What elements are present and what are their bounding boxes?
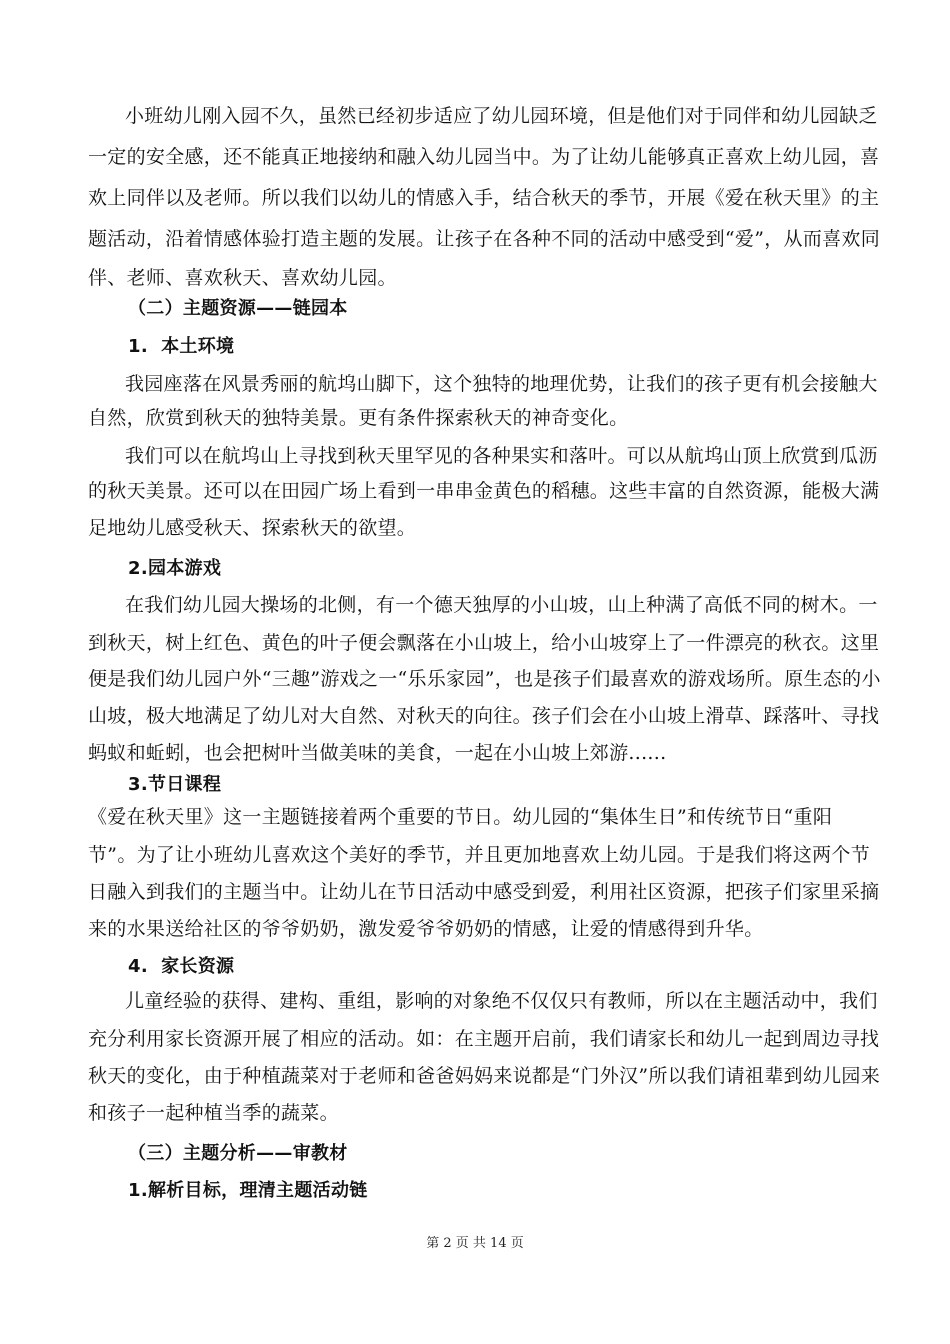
paragraph-line: 《爱在秋天里》这一主题链接着两个重要的节日。幼儿园的“集体生日”和传统节日“重阳 bbox=[88, 806, 833, 828]
paragraph-line: 一定的安全感，还不能真正地接纳和融入幼儿园当中。为了让幼儿能够真正喜欢上幼儿园，喜 bbox=[88, 146, 880, 168]
paragraph-line: 蚂蚁和蚯蚓，也会把树叶当做美味的美食，一起在小山坡上郊游...... bbox=[88, 742, 667, 764]
subsection-heading: 1.解析目标，理清主题活动链 bbox=[128, 1180, 368, 1201]
subsection-heading: 3.节日课程 bbox=[128, 774, 222, 795]
paragraph-line: 伴、老师、喜欢秋天、喜欢幼儿园。 bbox=[88, 267, 397, 289]
paragraph-line: 节”。为了让小班幼儿喜欢这个美好的季节，并且更加地喜欢上幼儿园。于是我们将这两个节 bbox=[88, 844, 871, 866]
paragraph-line: 便是我们幼儿园户外“三趣”游戏之一“乐乐家园”，也是孩子们最喜欢的游戏场所。原生态的小 bbox=[88, 668, 881, 690]
subsection-heading: 2.园本游戏 bbox=[128, 558, 222, 579]
paragraph-line: 欢上同伴以及老师。所以我们以幼儿的情感入手，结合秋天的季节，开展《爱在秋天里》的主 bbox=[88, 187, 880, 209]
paragraph-line: 题活动，沿着情感体验打造主题的发展。让孩子在各种不同的活动中感受到“爱”，从而喜欢同 bbox=[88, 228, 881, 250]
paragraph-line: 来的水果送给社区的爷爷奶奶，激发爱爷爷奶奶的情感，让爱的情感得到升华。 bbox=[88, 918, 764, 940]
paragraph-line: 我们可以在航坞山上寻找到秋天里罕见的各种果实和落叶。可以从航坞山顶上欣赏到瓜沥 bbox=[125, 445, 878, 467]
subsection-heading: 4. 家长资源 bbox=[128, 956, 235, 977]
paragraph-line: 儿童经验的获得、建构、重组，影响的对象绝不仅仅只有教师，所以在主题活动中，我们 bbox=[125, 990, 878, 1012]
paragraph-line: 充分利用家长资源开展了相应的活动。如：在主题开启前，我们请家长和幼儿一起到周边寻找 bbox=[88, 1028, 880, 1050]
paragraph-line: 和孩子一起种植当季的蔬菜。 bbox=[88, 1102, 339, 1124]
section-heading: （二）主题资源——链园本 bbox=[128, 298, 348, 319]
paragraph-line: 自然，欣赏到秋天的独特美景。更有条件探索秋天的神奇变化。 bbox=[88, 407, 629, 429]
paragraph-line: 小班幼儿刚入园不久，虽然已经初步适应了幼儿园环境，但是他们对于同伴和幼儿园缺乏 bbox=[125, 105, 878, 127]
page-footer: 第 2 页 共 14 页 bbox=[426, 1236, 524, 1251]
paragraph-line: 的秋天美景。还可以在田园广场上看到一串串金黄色的稻穗。这些丰富的自然资源，能极大满 bbox=[88, 480, 880, 502]
paragraph-line: 我园座落在风景秀丽的航坞山脚下，这个独特的地理优势，让我们的孩子更有机会接触大 bbox=[125, 373, 878, 395]
paragraph-line: 日融入到我们的主题当中。让幼儿在节日活动中感受到爱，利用社区资源，把孩子们家里采摘 bbox=[88, 881, 880, 903]
paragraph-line: 在我们幼儿园大操场的北侧，有一个德天独厚的小山坡，山上种满了高低不同的树木。一 bbox=[125, 594, 878, 616]
section-heading: （三）主题分析——审教材 bbox=[128, 1143, 348, 1164]
paragraph-line: 山坡，极大地满足了幼儿对大自然、对秋天的向往。孩子们会在小山坡上滑草、踩落叶、寻找 bbox=[88, 705, 880, 727]
paragraph-line: 到秋天，树上红色、黄色的叶子便会飘落在小山坡上，给小山坡穿上了一件漂亮的秋衣。这里 bbox=[88, 632, 880, 654]
subsection-heading: 1. 本土环境 bbox=[128, 336, 235, 357]
paragraph-line: 秋天的变化，由于种植蔬菜对于老师和爸爸妈妈来说都是“门外汉”所以我们请祖辈到幼儿园来 bbox=[88, 1065, 881, 1087]
paragraph-line: 足地幼儿感受秋天、探索秋天的欲望。 bbox=[88, 517, 417, 539]
